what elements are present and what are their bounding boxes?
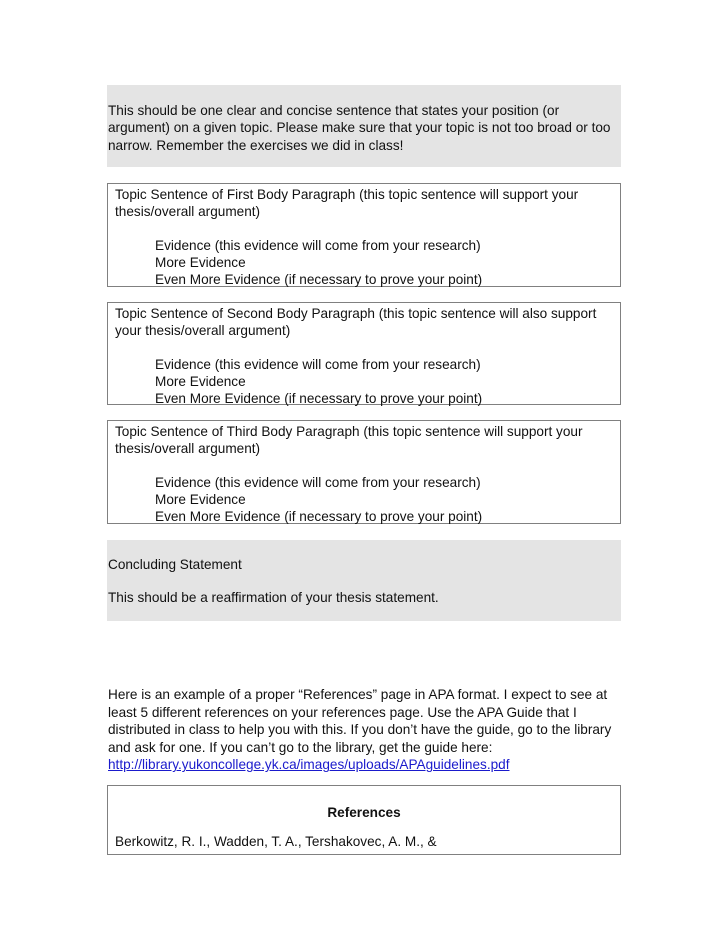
body-paragraph-box-3 [107, 420, 621, 524]
evidence-item: More Evidence [155, 491, 246, 507]
evidence-item: Evidence (this evidence will come from your research) [155, 237, 481, 253]
evidence-item: More Evidence [155, 373, 246, 389]
evidence-item: Even More Evidence (if necessary to prove your point) [155, 390, 483, 406]
conclusion-heading: Concluding Statement [108, 557, 242, 572]
evidence-list [115, 237, 620, 288]
body-paragraph-box-2 [107, 302, 621, 405]
evidence-item: Evidence (this evidence will come from your research) [155, 474, 481, 490]
references-title: References [327, 805, 401, 820]
evidence-item: Even More Evidence (if necessary to prove your point) [155, 508, 483, 524]
concluding-statement-box [107, 540, 621, 621]
body-paragraph-box-1 [107, 183, 621, 287]
conclusion-text: This should be a reaffirmation of your thesis statement. [108, 590, 439, 605]
reference-entry: Berkowitz, R. I., Wadden, T. A., Tershakovec, A. M., & [115, 834, 437, 849]
thesis-text: This should be one clear and concise sentence that states your position (or argument) on a given topic. Please make sure that your topic is not too broad or too narrow. Remember the exercises we did in class! [108, 103, 611, 153]
topic-sentence: Topic Sentence of First Body Paragraph (this topic sentence will support your thesis/overall argument) [115, 187, 579, 220]
apa-guide-link[interactable]: http://library.yukoncollege.yk.ca/images/uploads/APAguidelines.pdf [108, 757, 510, 773]
evidence-item: More Evidence [155, 254, 246, 270]
evidence-list [115, 356, 620, 407]
topic-sentence: Topic Sentence of Second Body Paragraph (this topic sentence will also support your thesis/overall argument) [115, 306, 597, 339]
evidence-list [115, 474, 620, 525]
evidence-item: Even More Evidence (if necessary to prove your point) [155, 271, 483, 287]
references-intro-text: Here is an example of a proper “References” page in APA format. I expect to see at least 5 different references on your references page. Use the APA Guide that I distributed in class to help you with this. If you don’t have the guide, go to the library and ask for one. If you can’t go to the library, get the guide here: [108, 687, 612, 755]
thesis-statement-box [107, 85, 621, 167]
topic-sentence: Topic Sentence of Third Body Paragraph (this topic sentence will support your thesis/overall argument) [115, 424, 583, 457]
evidence-item: Evidence (this evidence will come from your research) [155, 356, 481, 372]
references-example-box [107, 785, 621, 855]
references-intro-paragraph [108, 686, 628, 774]
